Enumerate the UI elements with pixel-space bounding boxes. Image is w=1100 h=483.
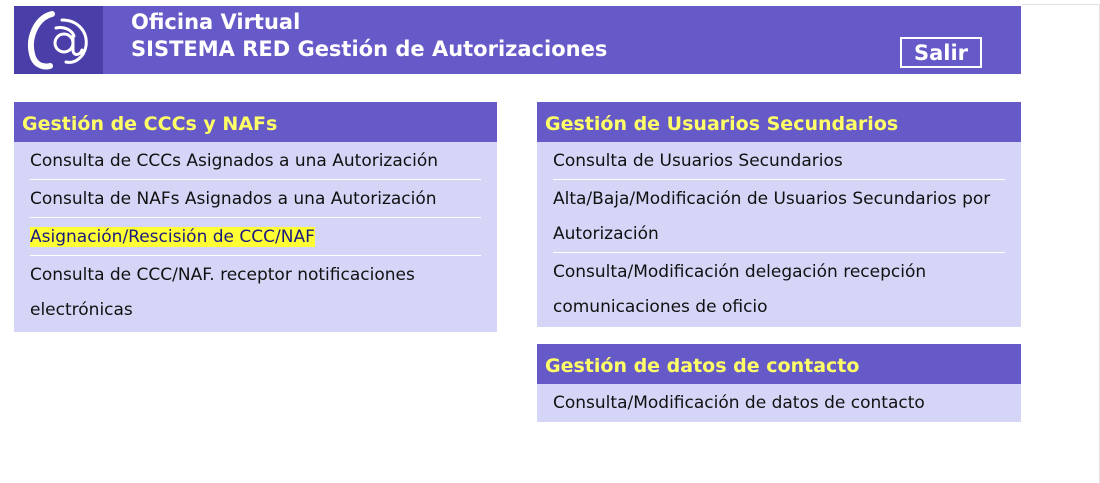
panel-title: Gestión de CCCs y NAFs	[14, 102, 497, 142]
app-header	[14, 6, 1021, 74]
page-title	[131, 9, 607, 63]
menu-link-alta-baja-usuarios[interactable]	[553, 180, 1005, 253]
link-label: Consulta de Usuarios Secundarios	[553, 151, 843, 171]
panel-title: Gestión de datos de contacto	[537, 344, 1021, 384]
menu-link-datos-contacto[interactable]	[553, 384, 1005, 421]
window-edge-top	[1022, 4, 1100, 5]
menu-link-receptor-notificaciones[interactable]	[30, 256, 481, 328]
menu-link-consulta-cccs[interactable]	[30, 142, 481, 180]
link-label: Consulta/Modificación de datos de contacto	[553, 393, 925, 413]
link-label: Consulta/Modificación delegación recepción comunicaciones de oficio	[553, 262, 927, 317]
panel-datos-contacto	[537, 344, 1021, 422]
exit-button[interactable]: Salir	[900, 37, 982, 68]
panel-usuarios-secundarios	[537, 102, 1021, 327]
menu-link-consulta-nafs[interactable]	[30, 180, 481, 218]
link-label: Alta/Baja/Modificación de Usuarios Secundarios por Autorización	[553, 189, 991, 244]
title-line-2: SISTEMA RED Gestión de Autorizaciones	[131, 37, 608, 61]
link-label: Consulta de CCC/NAF. receptor notificaciones electrónicas	[30, 265, 415, 320]
menu-link-asignacion-rescision[interactable]	[30, 218, 481, 256]
title-line-1: Oficina Virtual	[131, 10, 301, 34]
logo	[14, 6, 103, 74]
panel-title: Gestión de Usuarios Secundarios	[537, 102, 1021, 142]
panel-cccs-nafs	[14, 102, 497, 332]
link-label: Consulta de CCCs Asignados a una Autorización	[30, 151, 439, 171]
link-label: Consulta de NAFs Asignados a una Autorización	[30, 189, 437, 209]
menu-link-delegacion-recepcion[interactable]	[553, 253, 1005, 325]
at-sign-icon	[22, 10, 94, 70]
link-label-highlighted: Asignación/Rescisión de CCC/NAF	[30, 227, 315, 247]
menu-link-consulta-usuarios[interactable]	[553, 142, 1005, 180]
